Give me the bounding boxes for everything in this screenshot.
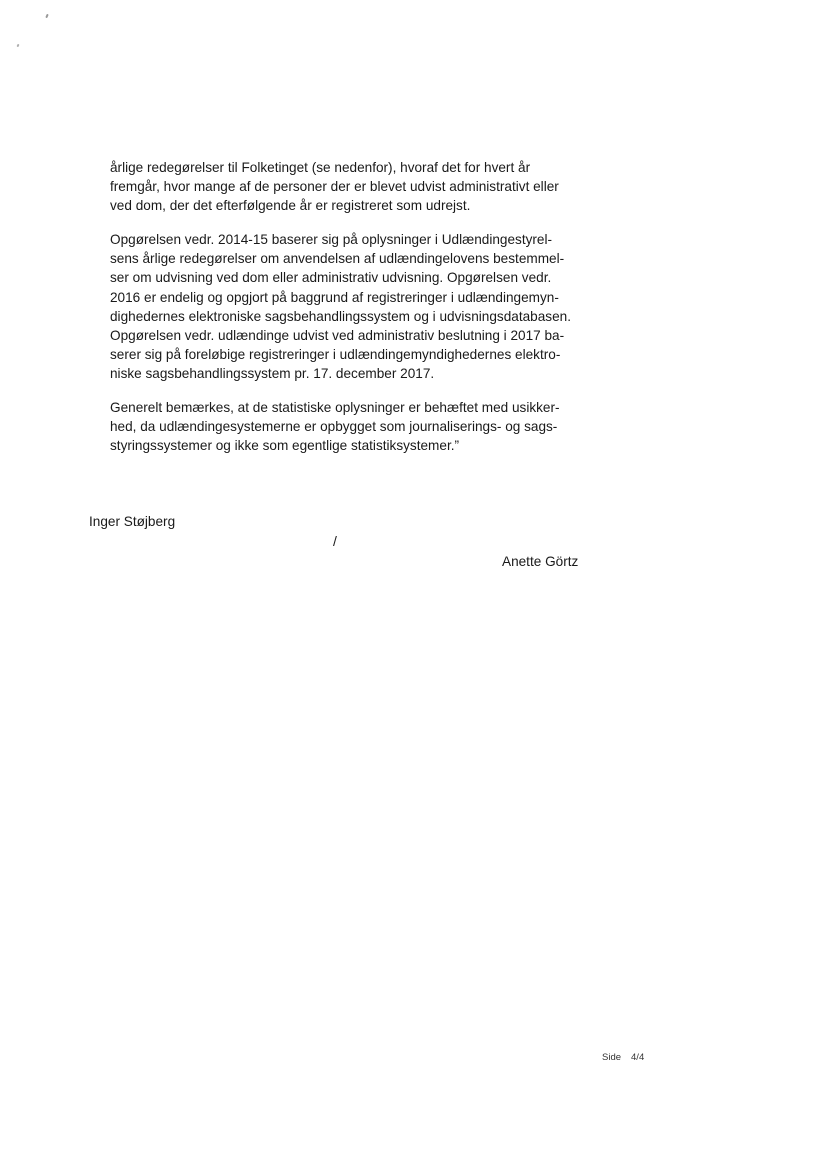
text-line: Generelt bemærkes, at de statistiske oplysninger er behæftet med usikker- [110,400,560,415]
scan-speck-mark [16,44,19,48]
paragraph-1 [110,158,585,216]
paragraph-3 [110,398,585,456]
text-line: dighedernes elektroniske sagsbehandlingssystem og i udvisningsdatabasen. [110,308,571,324]
text-line: hed, da udlændingesystemerne er opbygget som journaliserings- og sags- [110,419,558,435]
text-line: 2016 er endelig og opgjort på baggrund af registreringer i udlændingemyn- [110,289,559,305]
scan-speck-mark [45,14,49,18]
text-line: styringssystemer og ikke som egentlige statistiksystemer.” [110,438,460,454]
text-line: fremgår, hvor mange af de personer der er blevet udvist administrativt eller [110,179,559,195]
text-line: niske sagsbehandlingssystem pr. 17. december 2017. [110,366,435,382]
paragraph-2 [110,230,585,384]
signature-separator: / [333,533,337,549]
page-number-label: Side [602,1052,622,1063]
page-number [602,1051,644,1065]
signature-left-name: Inger Støjberg [89,514,176,529]
text-line: serer sig på foreløbige registreringer i udlændingemyndighedernes elektro- [110,347,561,363]
text-line: sens årlige redegørelser om anvendelsen af udlændingelovens bestemmel- [110,251,565,267]
text-line: ved dom, der det efterfølgende år er registreret som udrejst. [110,198,471,214]
page-number-value: 4/4 [631,1052,645,1063]
signature-right-name: Anette Görtz [502,554,579,569]
text-line: Opgørelsen vedr. 2014-15 baserer sig på oplysninger i Udlændingestyrel- [110,232,553,247]
text-line: årlige redegørelser til Folketinget (se nedenfor), hvoraf det for hvert år [110,160,531,175]
text-line: Opgørelsen vedr. udlændinge udvist ved administrativ beslutning i 2017 ba- [110,328,565,344]
text-line: ser om udvisning ved dom eller administrativ udvisning. Opgørelsen vedr. [110,270,552,286]
